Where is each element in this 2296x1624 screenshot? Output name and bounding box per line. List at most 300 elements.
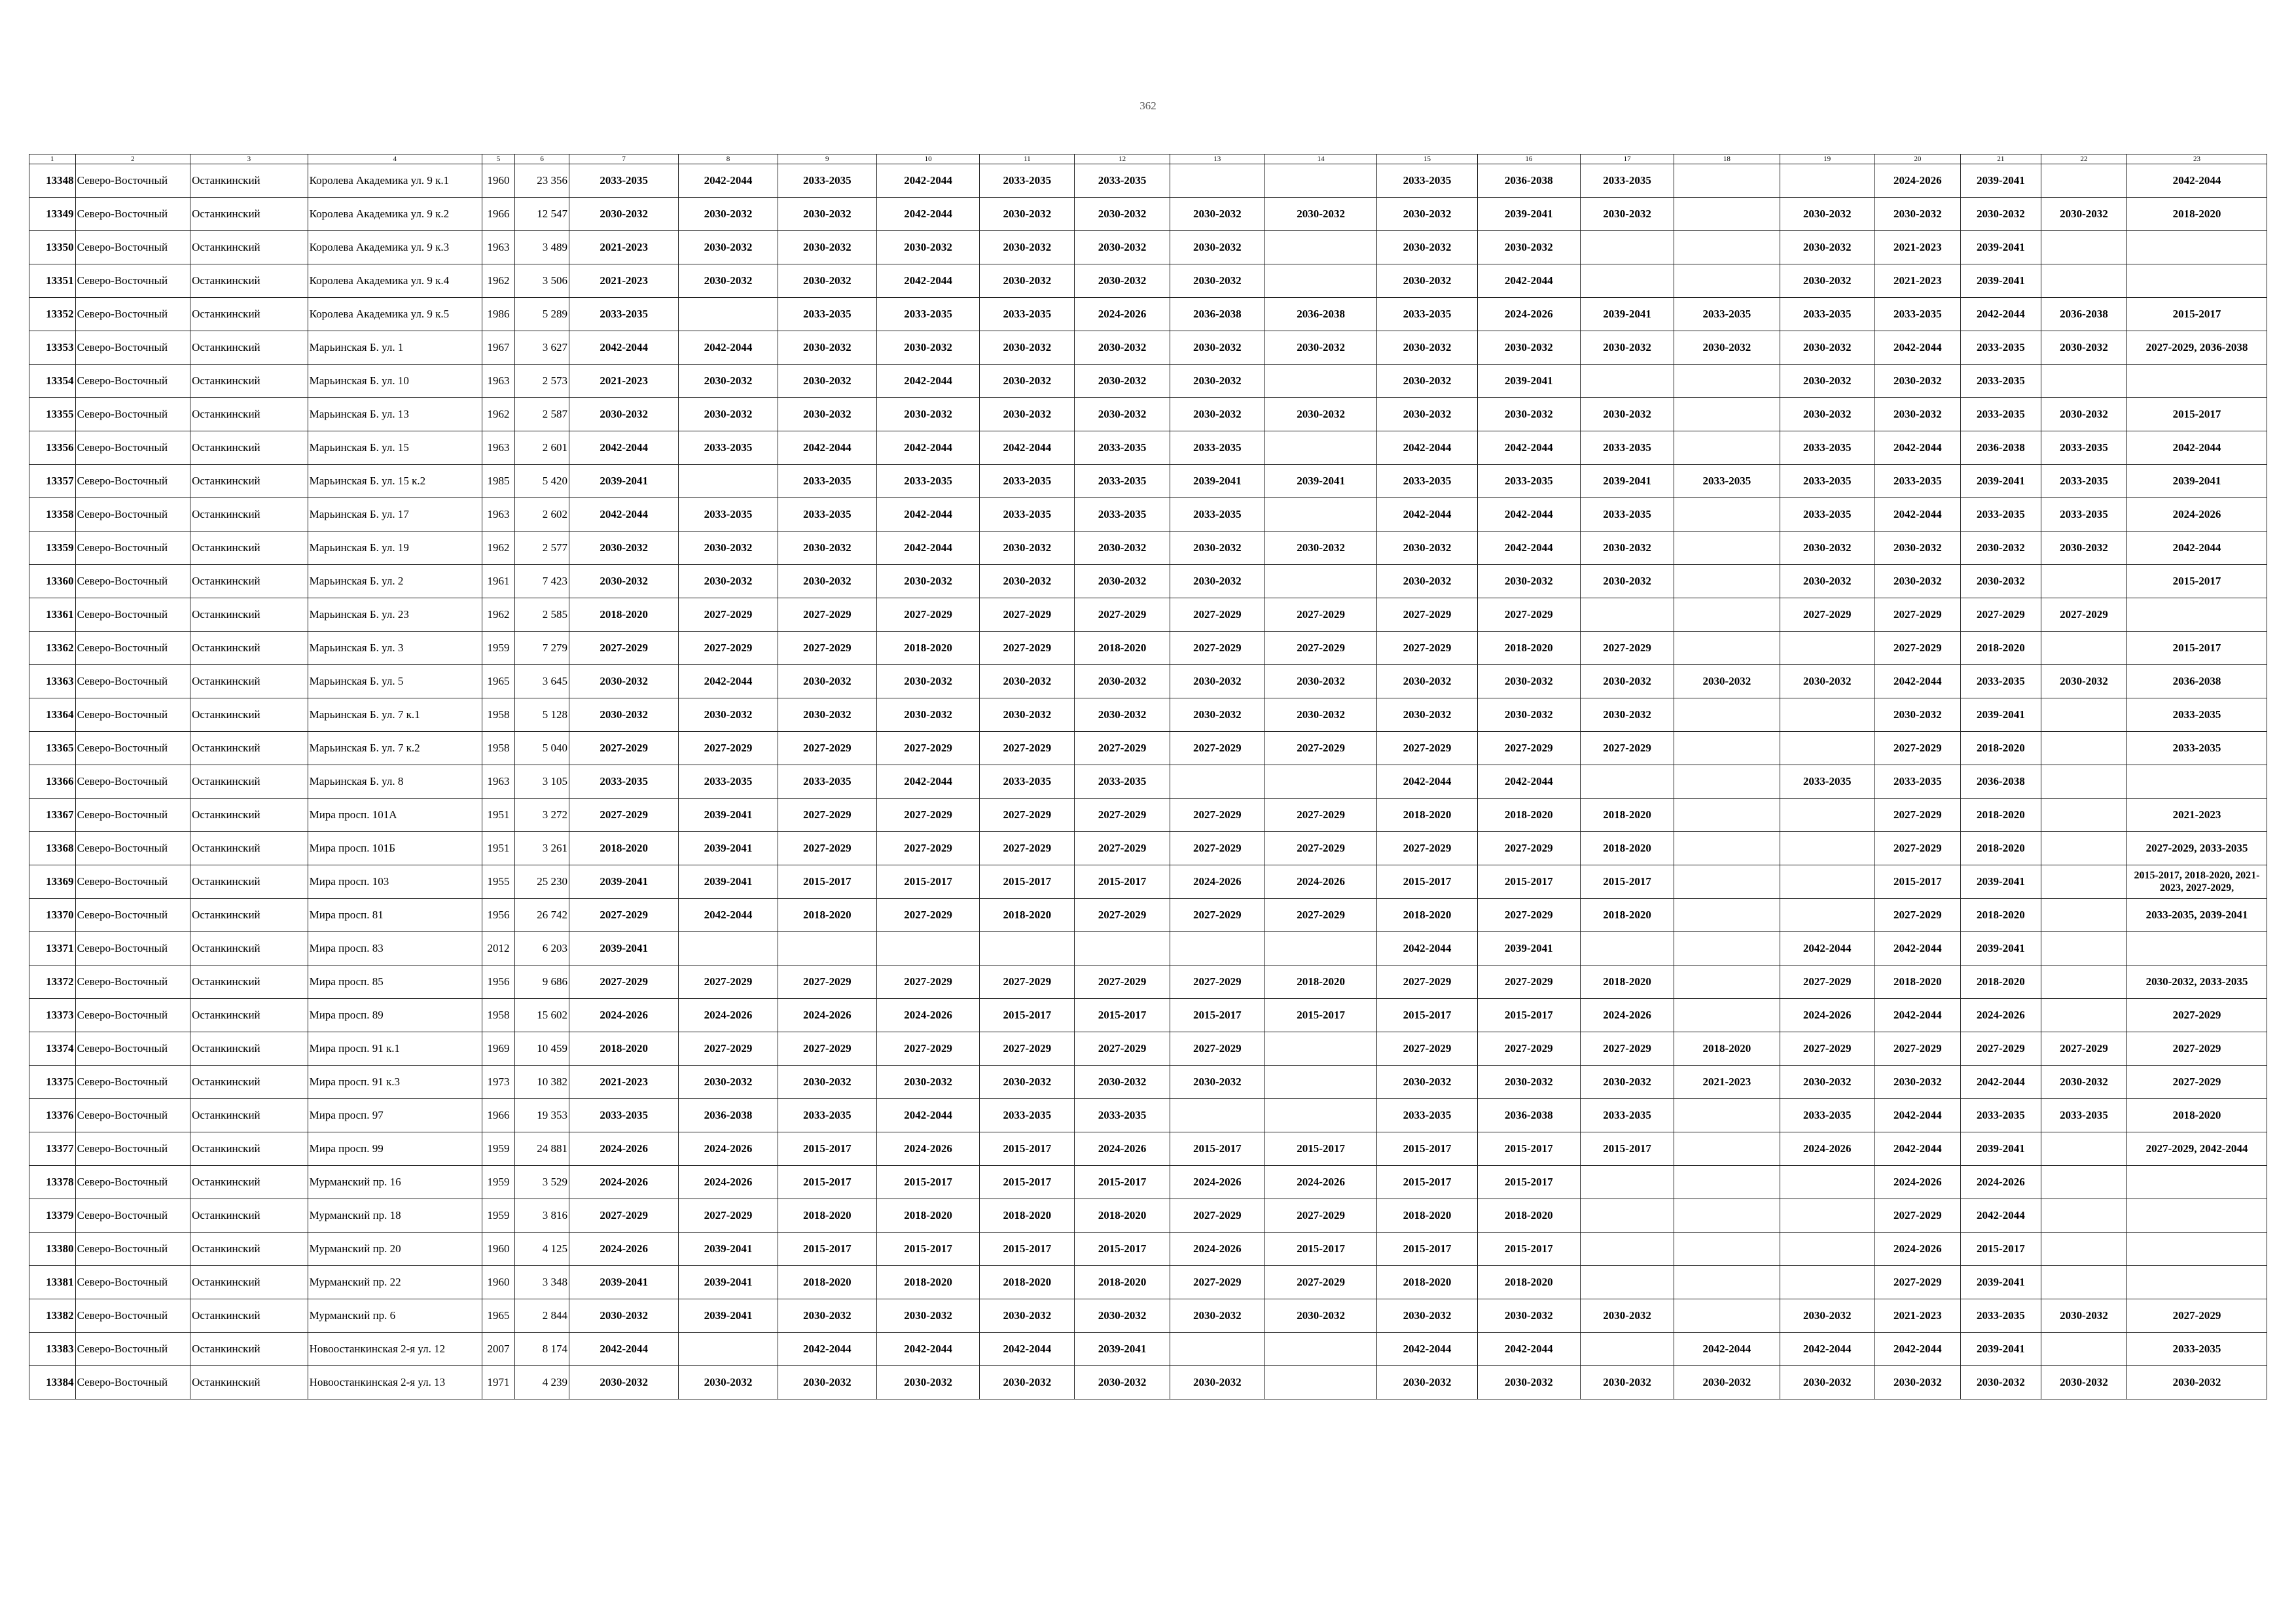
table-cell: 1962 bbox=[482, 532, 514, 565]
table-cell: Останкинский bbox=[190, 198, 308, 231]
table-cell bbox=[1580, 1199, 1674, 1233]
table-cell: 13355 bbox=[29, 398, 76, 431]
table-cell: 2027-2029 bbox=[569, 799, 678, 832]
table-cell: 2030-2032 bbox=[1170, 331, 1265, 365]
table-cell bbox=[1265, 1066, 1376, 1099]
table-cell: 2030-2032 bbox=[569, 1366, 678, 1399]
table-cell: Останкинский bbox=[190, 264, 308, 298]
table-cell: Останкинский bbox=[190, 632, 308, 665]
table-cell bbox=[2041, 1266, 2126, 1299]
table-cell: 2030-2032 bbox=[1960, 1366, 2041, 1399]
table-cell: Мира просп. 97 bbox=[308, 1099, 482, 1132]
table-cell: 1963 bbox=[482, 765, 514, 799]
table-row bbox=[29, 1233, 2267, 1266]
table-cell: Останкинский bbox=[190, 665, 308, 698]
table-cell: 2024-2026 bbox=[2127, 498, 2267, 532]
table-cell: 2024-2026 bbox=[679, 1132, 778, 1166]
table-cell: 2030-2032 bbox=[679, 532, 778, 565]
table-row bbox=[29, 1066, 2267, 1099]
table-cell: Останкинский bbox=[190, 231, 308, 264]
table-cell: 13372 bbox=[29, 965, 76, 999]
table-cell: 2042-2044 bbox=[876, 198, 979, 231]
table-cell: Останкинский bbox=[190, 765, 308, 799]
table-cell: 2033-2035 bbox=[778, 465, 876, 498]
table-cell: 2027-2029 bbox=[569, 1199, 678, 1233]
table-cell: 2027-2029 bbox=[1960, 1032, 2041, 1066]
table-cell: 13366 bbox=[29, 765, 76, 799]
table-cell: 2027-2029 bbox=[679, 732, 778, 765]
table-cell: 2030-2032 bbox=[1075, 198, 1170, 231]
table-cell: 2039-2041 bbox=[569, 465, 678, 498]
table-cell bbox=[679, 1333, 778, 1366]
table-cell bbox=[2041, 231, 2126, 264]
table-cell: 2027-2029 bbox=[778, 832, 876, 865]
table-cell: 2027-2029 bbox=[980, 1032, 1075, 1066]
table-cell bbox=[2041, 799, 2126, 832]
table-cell: 2015-2017 bbox=[876, 865, 979, 899]
table-cell: 2033-2035 bbox=[679, 765, 778, 799]
table-cell: 2027-2029 bbox=[1477, 832, 1580, 865]
table-cell: 2030-2032 bbox=[980, 565, 1075, 598]
table-row bbox=[29, 1166, 2267, 1199]
table-row bbox=[29, 965, 2267, 999]
table-cell: 1958 bbox=[482, 999, 514, 1032]
table-cell bbox=[2127, 1233, 2267, 1266]
table-cell: 2042-2044 bbox=[1874, 498, 1960, 532]
table-cell: 2033-2035 bbox=[1377, 298, 1477, 331]
table-cell: 2018-2020 bbox=[1477, 799, 1580, 832]
table-cell: Северо-Восточный bbox=[75, 532, 190, 565]
table-cell: Мира просп. 103 bbox=[308, 865, 482, 899]
table-cell: 4 239 bbox=[515, 1366, 569, 1399]
table-cell bbox=[1674, 231, 1780, 264]
table-cell bbox=[2127, 765, 2267, 799]
table-cell: 13359 bbox=[29, 532, 76, 565]
table-cell: 2021-2023 bbox=[1874, 264, 1960, 298]
table-cell: 2033-2035 bbox=[1960, 1299, 2041, 1333]
table-cell: 2 602 bbox=[515, 498, 569, 532]
table-cell: 2042-2044 bbox=[1960, 1066, 2041, 1099]
table-cell: 1961 bbox=[482, 565, 514, 598]
column-number-header: 21 bbox=[1960, 154, 2041, 164]
table-cell bbox=[1170, 1099, 1265, 1132]
table-cell: 2033-2035 bbox=[980, 498, 1075, 532]
table-cell: 2030-2032 bbox=[1170, 1299, 1265, 1333]
table-cell: 1958 bbox=[482, 732, 514, 765]
table-cell bbox=[1674, 999, 1780, 1032]
table-cell: 2024-2026 bbox=[1170, 865, 1265, 899]
table-cell: Марьинская Б. ул. 19 bbox=[308, 532, 482, 565]
table-cell: 2033-2035 bbox=[2041, 465, 2126, 498]
table-cell: 2030-2032 bbox=[569, 532, 678, 565]
table-cell: 2033-2035 bbox=[1674, 298, 1780, 331]
table-cell: 2042-2044 bbox=[569, 431, 678, 465]
table-cell: 1958 bbox=[482, 698, 514, 732]
table-cell: 2033-2035 bbox=[1960, 498, 2041, 532]
table-cell: 2018-2020 bbox=[1960, 965, 2041, 999]
table-cell: 2036-2038 bbox=[2041, 298, 2126, 331]
table-cell: Останкинский bbox=[190, 532, 308, 565]
table-cell: 2030-2032 bbox=[1477, 565, 1580, 598]
table-cell: 2024-2026 bbox=[569, 1132, 678, 1166]
table-cell bbox=[1674, 1166, 1780, 1199]
table-cell: 10 382 bbox=[515, 1066, 569, 1099]
table-cell: 2030-2032 bbox=[1477, 698, 1580, 732]
table-cell: Останкинский bbox=[190, 164, 308, 198]
table-cell: 2030-2032 bbox=[980, 365, 1075, 398]
table-cell: 2042-2044 bbox=[876, 532, 979, 565]
column-number-header: 9 bbox=[778, 154, 876, 164]
table-cell: 2030-2032 bbox=[1780, 198, 1874, 231]
table-cell bbox=[1170, 932, 1265, 965]
table-cell: 2030-2032 bbox=[679, 264, 778, 298]
table-cell: 2027-2029 bbox=[1170, 1199, 1265, 1233]
column-number-header: 10 bbox=[876, 154, 979, 164]
table-cell: 2018-2020 bbox=[1960, 632, 2041, 665]
table-cell: 2030-2032 bbox=[1580, 665, 1674, 698]
table-row bbox=[29, 632, 2267, 665]
table-cell bbox=[1674, 1132, 1780, 1166]
table-cell: 2042-2044 bbox=[876, 1333, 979, 1366]
table-cell: 2015-2017 bbox=[2127, 565, 2267, 598]
table-cell: 2027-2029 bbox=[1170, 732, 1265, 765]
column-number-header: 12 bbox=[1075, 154, 1170, 164]
table-cell: 12 547 bbox=[515, 198, 569, 231]
table-cell: 2018-2020 bbox=[569, 832, 678, 865]
table-cell: 13362 bbox=[29, 632, 76, 665]
table-cell: 2030-2032 bbox=[1580, 1066, 1674, 1099]
table-cell: 3 816 bbox=[515, 1199, 569, 1233]
table-cell: 2018-2020 bbox=[2127, 198, 2267, 231]
table-row bbox=[29, 698, 2267, 732]
table-cell bbox=[1674, 1233, 1780, 1266]
table-cell: 1971 bbox=[482, 1366, 514, 1399]
table-cell: 25 230 bbox=[515, 865, 569, 899]
table-cell: 2033-2035 bbox=[980, 298, 1075, 331]
table-cell: 2 573 bbox=[515, 365, 569, 398]
table-row bbox=[29, 1366, 2267, 1399]
table-cell: 2027-2029 bbox=[1377, 832, 1477, 865]
table-row bbox=[29, 1199, 2267, 1233]
table-cell: 2030-2032 bbox=[1780, 398, 1874, 431]
table-cell: 5 420 bbox=[515, 465, 569, 498]
table-cell: 2030-2032 bbox=[980, 532, 1075, 565]
column-number-header: 1 bbox=[29, 154, 76, 164]
table-cell: 2018-2020 bbox=[1377, 899, 1477, 932]
table-cell: 2039-2041 bbox=[569, 1266, 678, 1299]
table-cell bbox=[1780, 1266, 1874, 1299]
table-cell: 2015-2017 bbox=[1477, 865, 1580, 899]
table-cell: Марьинская Б. ул. 7 к.1 bbox=[308, 698, 482, 732]
table-cell: 2033-2035 bbox=[1674, 465, 1780, 498]
table-cell: 2030-2032 bbox=[1780, 565, 1874, 598]
column-number-header: 6 bbox=[515, 154, 569, 164]
table-cell: 2024-2026 bbox=[778, 999, 876, 1032]
table-cell: 2033-2035 bbox=[1780, 465, 1874, 498]
table-cell: 1959 bbox=[482, 1132, 514, 1166]
table-cell: 2042-2044 bbox=[679, 665, 778, 698]
table-cell: 2030-2032 bbox=[1170, 698, 1265, 732]
table-cell: 2027-2029, 2033-2035 bbox=[2127, 832, 2267, 865]
table-cell: 2027-2029 bbox=[1780, 1032, 1874, 1066]
table-cell: 2030-2032 bbox=[1377, 365, 1477, 398]
table-cell: 2042-2044 bbox=[569, 1333, 678, 1366]
table-cell: 2 601 bbox=[515, 431, 569, 465]
table-cell: 2027-2029 bbox=[1265, 598, 1376, 632]
table-cell: 2027-2029 bbox=[569, 965, 678, 999]
table-cell: 2042-2044 bbox=[569, 331, 678, 365]
table-cell bbox=[1780, 832, 1874, 865]
table-cell: 2030-2032 bbox=[569, 665, 678, 698]
table-cell: 1965 bbox=[482, 665, 514, 698]
table-cell bbox=[1580, 1266, 1674, 1299]
table-cell: 2030-2032 bbox=[1075, 698, 1170, 732]
table-cell bbox=[679, 932, 778, 965]
table-cell: 2036-2038 bbox=[1960, 431, 2041, 465]
table-cell: 1967 bbox=[482, 331, 514, 365]
table-cell: 13358 bbox=[29, 498, 76, 532]
table-cell: 2030-2032 bbox=[1580, 398, 1674, 431]
table-cell: Королева Академика ул. 9 к.5 bbox=[308, 298, 482, 331]
table-cell: Останкинский bbox=[190, 598, 308, 632]
table-cell: 2030-2032 bbox=[1874, 398, 1960, 431]
table-cell: 2033-2035 bbox=[1960, 365, 2041, 398]
table-cell: Северо-Восточный bbox=[75, 198, 190, 231]
table-cell: Останкинский bbox=[190, 498, 308, 532]
table-cell: 2027-2029 bbox=[778, 1032, 876, 1066]
table-cell: 2030-2032 bbox=[1780, 532, 1874, 565]
table-cell: 2030-2032 bbox=[1265, 698, 1376, 732]
table-cell: 2027-2029 bbox=[1377, 632, 1477, 665]
table-cell: 2042-2044 bbox=[1477, 264, 1580, 298]
table-cell: 2033-2035 bbox=[778, 1099, 876, 1132]
table-cell bbox=[1075, 932, 1170, 965]
table-cell: 2033-2035 bbox=[1170, 498, 1265, 532]
table-cell: 2027-2029 bbox=[2041, 598, 2126, 632]
table-cell: 2021-2023 bbox=[569, 264, 678, 298]
table-cell: 13375 bbox=[29, 1066, 76, 1099]
table-cell bbox=[1580, 264, 1674, 298]
table-cell: 2027-2029 bbox=[876, 799, 979, 832]
table-cell: 1959 bbox=[482, 1199, 514, 1233]
table-cell: 13368 bbox=[29, 832, 76, 865]
table-row bbox=[29, 331, 2267, 365]
table-cell: 2018-2020 bbox=[1477, 1199, 1580, 1233]
table-cell: 2027-2029 bbox=[1874, 799, 1960, 832]
table-row bbox=[29, 1299, 2267, 1333]
table-cell: 2021-2023 bbox=[1674, 1066, 1780, 1099]
table-cell: 2036-2038 bbox=[2127, 665, 2267, 698]
table-cell: 2024-2026 bbox=[1580, 999, 1674, 1032]
table-cell bbox=[1674, 532, 1780, 565]
table-cell bbox=[1580, 365, 1674, 398]
table-cell: 2030-2032 bbox=[1075, 331, 1170, 365]
table-cell: 2030-2032 bbox=[1170, 1066, 1265, 1099]
table-row bbox=[29, 598, 2267, 632]
table-cell: 2024-2026 bbox=[1170, 1166, 1265, 1199]
table-cell: 1951 bbox=[482, 832, 514, 865]
table-cell: 1965 bbox=[482, 1299, 514, 1333]
table-cell bbox=[1674, 565, 1780, 598]
table-cell: Мира просп. 101А bbox=[308, 799, 482, 832]
table-cell: 2015-2017 bbox=[980, 1166, 1075, 1199]
table-cell: 2030-2032 bbox=[1075, 264, 1170, 298]
table-cell: Северо-Восточный bbox=[75, 965, 190, 999]
table-cell: 2039-2041 bbox=[679, 832, 778, 865]
table-cell: Останкинский bbox=[190, 1099, 308, 1132]
table-cell: Останкинский bbox=[190, 431, 308, 465]
table-cell: Останкинский bbox=[190, 1266, 308, 1299]
table-cell: 2027-2029 bbox=[1874, 899, 1960, 932]
table-cell: 2030-2032 bbox=[1477, 331, 1580, 365]
table-cell: 2024-2026 bbox=[1265, 865, 1376, 899]
table-cell: 3 627 bbox=[515, 331, 569, 365]
table-cell: 2030-2032 bbox=[2041, 331, 2126, 365]
table-cell: 2027-2029 bbox=[1377, 965, 1477, 999]
table-cell: 2042-2044 bbox=[1674, 1333, 1780, 1366]
table-cell: 2030-2032 bbox=[1580, 698, 1674, 732]
table-cell: 2030-2032 bbox=[778, 365, 876, 398]
table-cell: 13349 bbox=[29, 198, 76, 231]
table-cell: 2030-2032 bbox=[876, 398, 979, 431]
table-cell: 2030-2032 bbox=[1874, 365, 1960, 398]
table-cell: 13361 bbox=[29, 598, 76, 632]
table-cell: 2024-2026 bbox=[679, 999, 778, 1032]
table-cell bbox=[1780, 732, 1874, 765]
table-cell: 2039-2041 bbox=[1960, 1333, 2041, 1366]
table-cell: 2030-2032 bbox=[1780, 1066, 1874, 1099]
column-number-header: 7 bbox=[569, 154, 678, 164]
table-cell: 2021-2023 bbox=[2127, 799, 2267, 832]
table-cell: 2033-2035 bbox=[778, 498, 876, 532]
table-cell: 1960 bbox=[482, 1233, 514, 1266]
table-cell: 13377 bbox=[29, 1132, 76, 1166]
table-cell: 2027-2029 bbox=[1265, 832, 1376, 865]
table-cell: 13351 bbox=[29, 264, 76, 298]
table-cell: 2030-2032 bbox=[980, 331, 1075, 365]
table-cell: 2042-2044 bbox=[2127, 431, 2267, 465]
table-cell: 2033-2035 bbox=[778, 164, 876, 198]
table-cell: 2030-2032 bbox=[679, 1066, 778, 1099]
table-cell: 2039-2041 bbox=[569, 932, 678, 965]
table-cell: 1960 bbox=[482, 1266, 514, 1299]
table-cell: 2030-2032 bbox=[1580, 1299, 1674, 1333]
table-cell: 2030-2032 bbox=[980, 231, 1075, 264]
table-cell: 2027-2029 bbox=[1170, 799, 1265, 832]
table-cell: 1959 bbox=[482, 632, 514, 665]
table-cell: Останкинский bbox=[190, 1132, 308, 1166]
table-cell: 2039-2041 bbox=[679, 1266, 778, 1299]
table-row bbox=[29, 198, 2267, 231]
table-cell: 7 279 bbox=[515, 632, 569, 665]
table-cell: 2030-2032 bbox=[569, 698, 678, 732]
table-cell: Северо-Восточный bbox=[75, 465, 190, 498]
table-cell: Северо-Восточный bbox=[75, 1333, 190, 1366]
column-number-header: 18 bbox=[1674, 154, 1780, 164]
table-cell: 2042-2044 bbox=[679, 899, 778, 932]
table-cell: 2030-2032 bbox=[1377, 698, 1477, 732]
table-cell: 5 289 bbox=[515, 298, 569, 331]
table-cell: 2030-2032 bbox=[980, 1066, 1075, 1099]
table-cell: 2015-2017 bbox=[1265, 1233, 1376, 1266]
table-cell: 2015-2017 bbox=[1377, 999, 1477, 1032]
table-cell: 2030-2032 bbox=[569, 1299, 678, 1333]
table-cell: 2015-2017 bbox=[876, 1233, 979, 1266]
table-cell: 2033-2035 bbox=[1960, 398, 2041, 431]
table-cell: 2024-2026 bbox=[1780, 1132, 1874, 1166]
table-cell: 2042-2044 bbox=[876, 365, 979, 398]
table-cell: 3 261 bbox=[515, 832, 569, 865]
table-cell bbox=[1780, 1199, 1874, 1233]
table-cell: 2033-2035 bbox=[1075, 1099, 1170, 1132]
table-cell: Останкинский bbox=[190, 331, 308, 365]
table-cell: 2039-2041 bbox=[679, 1233, 778, 1266]
table-cell: Останкинский bbox=[190, 899, 308, 932]
table-cell bbox=[2041, 632, 2126, 665]
table-cell: 2030-2032 bbox=[1377, 1299, 1477, 1333]
table-cell: 1962 bbox=[482, 398, 514, 431]
table-cell: 2027-2029 bbox=[1170, 1032, 1265, 1066]
table-cell: 1985 bbox=[482, 465, 514, 498]
table-cell: 2039-2041 bbox=[2127, 465, 2267, 498]
table-cell: 2027-2029 bbox=[980, 632, 1075, 665]
table-cell: 2018-2020 bbox=[1580, 799, 1674, 832]
table-cell: 2039-2041 bbox=[1477, 932, 1580, 965]
table-cell: Марьинская Б. ул. 10 bbox=[308, 365, 482, 398]
table-cell bbox=[1674, 431, 1780, 465]
table-cell: 2018-2020 bbox=[1960, 899, 2041, 932]
table-cell: 2030-2032 bbox=[876, 698, 979, 732]
table-row bbox=[29, 264, 2267, 298]
table-cell: 2030-2032 bbox=[778, 398, 876, 431]
table-cell: Марьинская Б. ул. 15 к.2 bbox=[308, 465, 482, 498]
table-cell: 2042-2044 bbox=[1377, 765, 1477, 799]
table-cell: 13363 bbox=[29, 665, 76, 698]
table-cell: 2015-2017 bbox=[1580, 865, 1674, 899]
table-cell: Северо-Восточный bbox=[75, 999, 190, 1032]
table-cell: 2042-2044 bbox=[1477, 765, 1580, 799]
table-row bbox=[29, 899, 2267, 932]
table-cell: 2030-2032 bbox=[1075, 231, 1170, 264]
table-cell: Марьинская Б. ул. 23 bbox=[308, 598, 482, 632]
table-cell: 2036-2038 bbox=[1265, 298, 1376, 331]
table-cell: 2030-2032 bbox=[778, 264, 876, 298]
table-cell: 2030-2032 bbox=[1377, 565, 1477, 598]
table-cell: Останкинский bbox=[190, 832, 308, 865]
table-cell: 2018-2020 bbox=[1075, 1199, 1170, 1233]
table-cell: Северо-Восточный bbox=[75, 331, 190, 365]
table-cell: 2030-2032 bbox=[1580, 331, 1674, 365]
table-cell: 2027-2029 bbox=[876, 732, 979, 765]
table-cell: 2033-2035, 2039-2041 bbox=[2127, 899, 2267, 932]
table-cell bbox=[1170, 164, 1265, 198]
table-cell bbox=[1780, 865, 1874, 899]
table-cell: 2027-2029 bbox=[1477, 899, 1580, 932]
column-number-header: 2 bbox=[75, 154, 190, 164]
table-cell: 2042-2044 bbox=[876, 765, 979, 799]
table-cell: 2027-2029 bbox=[876, 832, 979, 865]
table-cell bbox=[2041, 1333, 2126, 1366]
table-cell: 1959 bbox=[482, 1166, 514, 1199]
table-cell: 2018-2020 bbox=[1960, 732, 2041, 765]
table-cell: 2018-2020 bbox=[876, 632, 979, 665]
table-cell: 2027-2029 bbox=[876, 1032, 979, 1066]
table-cell: 2030-2032 bbox=[1170, 398, 1265, 431]
table-cell bbox=[1580, 598, 1674, 632]
table-cell: 2033-2035 bbox=[1780, 765, 1874, 799]
table-cell bbox=[1170, 1333, 1265, 1366]
table-cell: 2033-2035 bbox=[778, 298, 876, 331]
